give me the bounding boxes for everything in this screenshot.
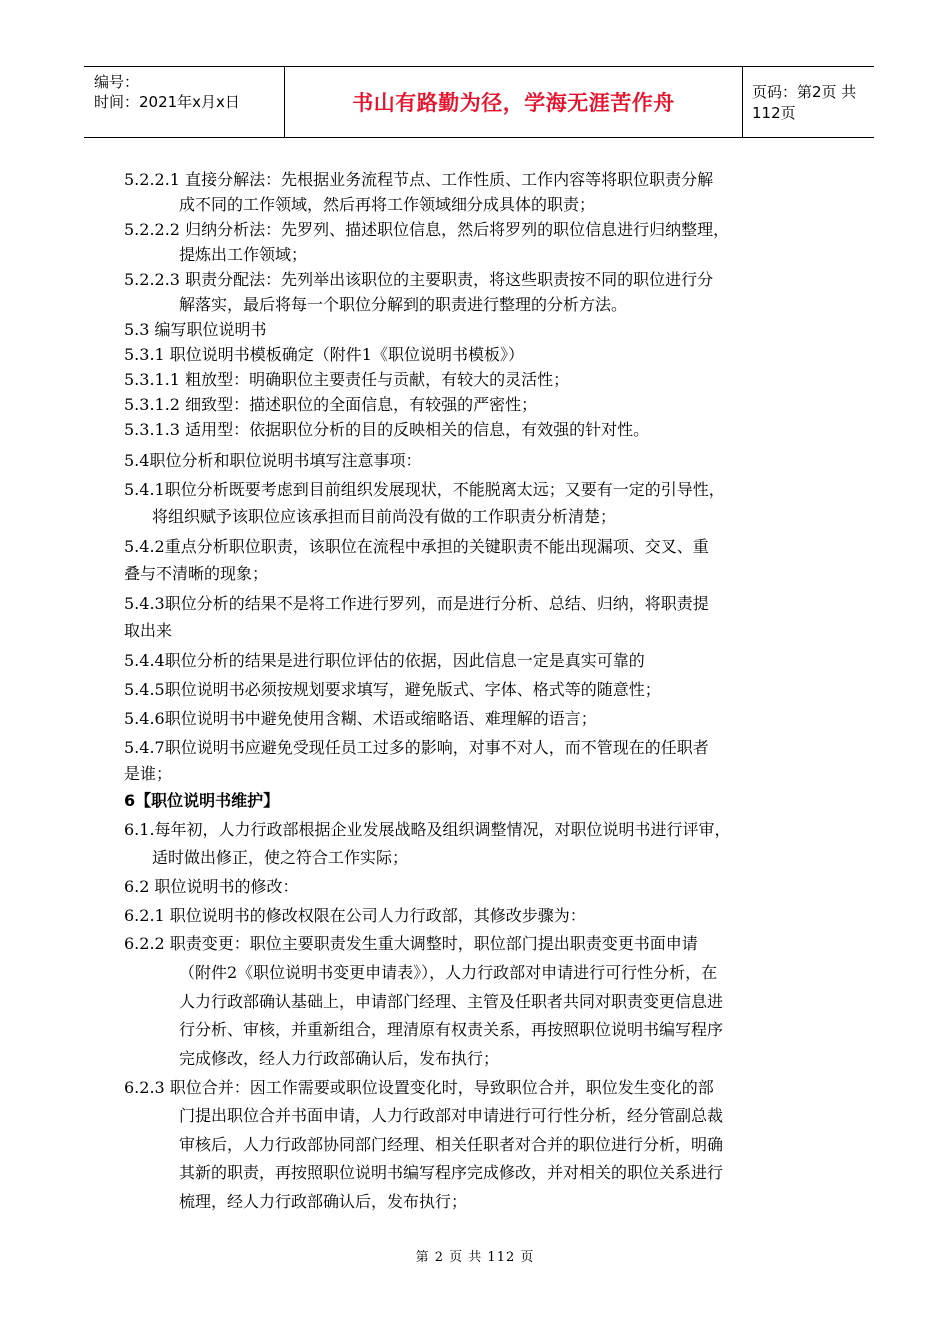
section-heading: 5.4职位分析和职位说明书填写注意事项：: [124, 451, 422, 470]
text-line: 5.2.2.3 职责分配法：先列举出该职位的主要职责，将这些职责按不同的职位进行分: [124, 270, 714, 289]
text-line: 6.2.3 职位合并：因工作需要或职位设置变化时，导致职位合并，职位发生变化的部: [124, 1078, 714, 1097]
text-line: 其新的职责，再按照职位说明书编写程序完成修改，并对相关的职位关系进行: [179, 1163, 724, 1182]
text-line: 5.4.1职位分析既要考虑到目前组织发展现状，不能脱离太远；又要有一定的引导性，: [124, 480, 725, 499]
text-line: 6.2.2 职责变更：职位主要职责发生重大调整时，职位部门提出职责变更书面申请: [124, 934, 698, 953]
text-line: 6.1.每年初，人力行政部根据企业发展战略及组织调整情况，对职位说明书进行评审，: [124, 820, 731, 839]
text-line: 5.3.1.1 粗放型：明确职位主要责任与贡献，有较大的灵活性；: [124, 370, 570, 389]
text-line: 审核后，人力行政部协同部门经理、相关任职者对合并的职位进行分析，明确: [179, 1135, 724, 1154]
text-line: 5.4.4职位分析的结果是进行职位评估的依据，因此信息一定是真实可靠的: [124, 651, 645, 670]
text-line: 将组织赋予该职位应该承担而目前尚没有做的工作职责分析清楚；: [152, 507, 617, 526]
text-line: 行分析、审核，并重新组合，理清原有权责关系，再按照职位说明书编写程序: [179, 1020, 724, 1039]
text-line: 人力行政部确认基础上，申请部门经理、主管及任职者共同对职责变更信息进: [179, 992, 724, 1011]
header-meta: [84, 67, 284, 137]
text-line: 5.3.1.2 细致型：描述职位的全面信息，有较强的严密性；: [124, 395, 538, 414]
page-footer: 第 2 页 共 112 页: [415, 1250, 535, 1265]
text-line: 成不同的工作领域，然后再将工作领域细分成具体的职责；: [179, 195, 596, 214]
text-line: 5.4.5职位说明书必须按规划要求填写，避免版式、字体、格式等的随意性；: [124, 680, 661, 699]
section-heading: 5.3 编写职位说明书: [124, 320, 267, 339]
document-date: 时间：2021年x月x日: [94, 93, 240, 111]
text-line: 叠与不清晰的现象；: [124, 564, 269, 583]
text-line: 5.4.3职位分析的结果不是将工作进行罗列，而是进行分析、总结、归纳，将职责提: [124, 594, 709, 613]
document-number: 编号：: [94, 73, 140, 91]
header-page-info: 页码：第2页 共112页: [752, 83, 857, 122]
text-line: 5.3.1 职位说明书模板确定（附件1《职位说明书模板》）: [124, 345, 524, 364]
text-line: 解落实，最后将每一个职位分解到的职责进行整理的分析方法。: [179, 295, 628, 314]
text-line: 5.2.2.2 归纳分析法：先罗列、描述职位信息，然后将罗列的职位信息进行归纳整理，: [124, 220, 730, 239]
text-line: 完成修改，经人力行政部确认后，发布执行；: [179, 1049, 500, 1068]
chapter-heading: 6【职位说明书维护】: [124, 791, 280, 810]
text-line: 适时做出修正，使之符合工作实际；: [152, 848, 409, 867]
text-line: 6.2 职位说明书的修改：: [124, 877, 299, 896]
text-line: 6.2.1 职位说明书的修改权限在公司人力行政部，其修改步骤为：: [124, 906, 586, 925]
text-line: 5.4.2重点分析职位职责，该职位在流程中承担的关键职责不能出现漏项、交叉、重: [124, 537, 709, 556]
text-line: （附件2《职位说明书变更申请表》），人力行政部对申请进行可行性分析，在: [179, 963, 718, 982]
text-line: 5.4.6职位说明书中避免使用含糊、术语或缩略语、难理解的语言；: [124, 709, 597, 728]
text-line: 是谁；: [124, 764, 173, 783]
text-line: 取出来: [124, 621, 173, 640]
text-line: 5.4.7职位说明书应避免受现任员工过多的影响，对事不对人，而不管现在的任职者: [124, 738, 709, 757]
text-line: 门提出职位合并书面申请，人力行政部对申请进行可行性分析，经分管副总裁: [179, 1106, 724, 1125]
header-motto: 书山有路勤为径，学海无涯苦作舟: [284, 67, 743, 137]
text-line: 5.2.2.1 直接分解法：先根据业务流程节点、工作性质、工作内容等将职位职责分解: [124, 170, 714, 189]
text-line: 提炼出工作领域；: [179, 245, 308, 264]
text-line: 5.3.1.3 适用型：依据职位分析的目的反映相关的信息，有效强的针对性。: [124, 420, 650, 439]
document-header: [84, 66, 874, 138]
text-line: 梳理，经人力行政部确认后，发布执行；: [179, 1192, 468, 1211]
